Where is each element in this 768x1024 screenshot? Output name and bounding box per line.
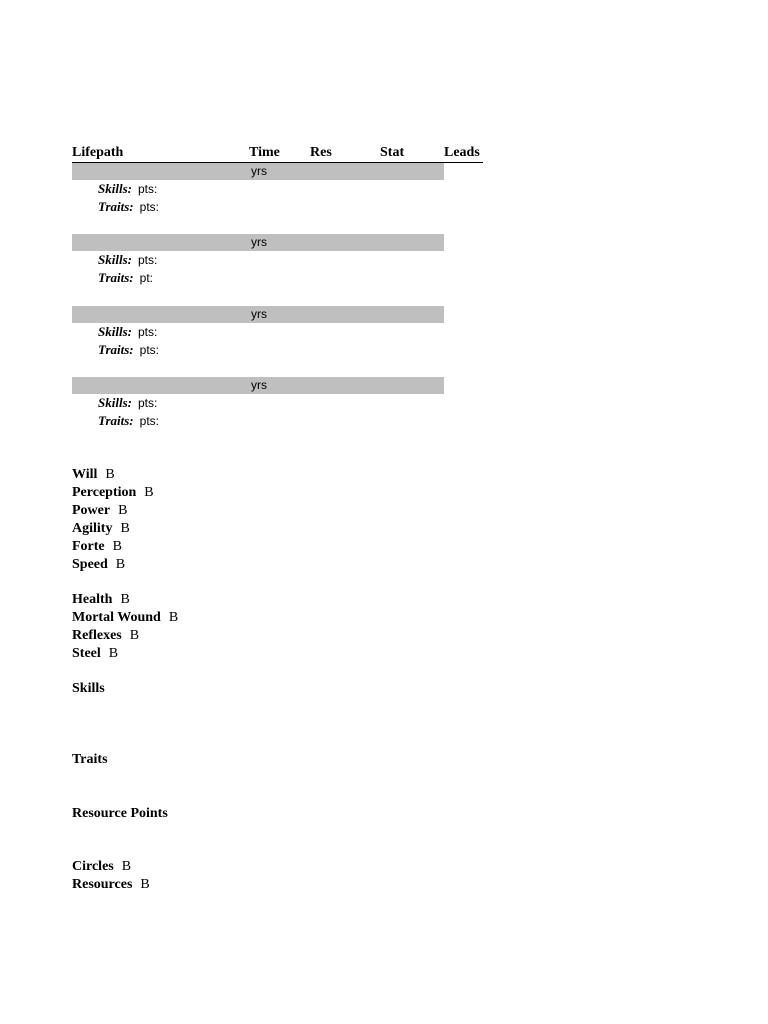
lifepath-skills-row xyxy=(72,394,444,412)
skills-label: Skills: xyxy=(98,324,132,339)
lifepath-traits-row xyxy=(72,198,444,216)
attribute-name: Reflexes xyxy=(72,628,122,643)
lifepath-years: yrs xyxy=(251,378,267,392)
lifepath-skills-row xyxy=(72,323,444,341)
stat-value: B xyxy=(140,877,150,892)
header-stat: Stat xyxy=(380,145,405,160)
stat-value: B xyxy=(115,557,126,572)
lifepath-skills-row xyxy=(72,180,444,198)
traits-label: Traits: xyxy=(98,342,134,357)
traits-points: pts: xyxy=(139,200,159,214)
stat-agility xyxy=(72,520,154,538)
attribute-reflexes xyxy=(72,627,178,645)
stat-name: Circles xyxy=(72,859,114,874)
lifepath-traits-row xyxy=(72,269,444,287)
traits-heading: Traits xyxy=(72,752,108,767)
stat-perception xyxy=(72,484,154,502)
final-stats-list xyxy=(72,858,150,894)
skills-label: Skills: xyxy=(98,181,132,196)
header-time: Time xyxy=(249,145,280,160)
skills-points: pts: xyxy=(137,396,158,410)
lifepath-bar xyxy=(72,377,444,394)
stat-value: B xyxy=(112,539,122,554)
traits-label: Traits: xyxy=(98,413,134,428)
stat-value: B xyxy=(120,521,130,536)
stat-power xyxy=(72,502,154,520)
lifepath-years: yrs xyxy=(251,307,267,321)
lifepath-traits-row xyxy=(72,412,444,430)
stat-name: Power xyxy=(72,503,111,518)
attribute-name: Mortal Wound xyxy=(72,610,161,625)
attribute-value: B xyxy=(168,610,179,625)
stat-name: Perception xyxy=(72,485,137,500)
skills-points: pts: xyxy=(137,182,158,196)
attribute-value: B xyxy=(120,592,130,607)
header-lifepath: Lifepath xyxy=(72,145,124,160)
lifepath-block xyxy=(72,234,444,287)
stat-name: Will xyxy=(72,467,98,482)
skills-label: Skills: xyxy=(98,395,132,410)
stat-speed xyxy=(72,556,154,574)
lifepath-block xyxy=(72,377,444,430)
stat-will xyxy=(72,466,154,484)
stat-name: Agility xyxy=(72,521,113,536)
stat-name: Forte xyxy=(72,539,105,554)
attribute-value: B xyxy=(108,646,119,661)
attributes-list xyxy=(72,591,178,663)
skills-points: pts: xyxy=(137,253,158,267)
stat-name: Resources xyxy=(72,877,133,892)
stats-list xyxy=(72,466,154,574)
lifepath-table-header xyxy=(72,145,483,163)
stat-forte xyxy=(72,538,154,556)
stat-resources xyxy=(72,876,150,894)
traits-points: pts: xyxy=(139,343,159,357)
attribute-mortal-wound xyxy=(72,609,178,627)
skills-label: Skills: xyxy=(98,252,132,267)
attribute-name: Health xyxy=(72,592,113,607)
traits-label: Traits: xyxy=(98,199,134,214)
stat-name: Speed xyxy=(72,557,108,572)
stat-value: B xyxy=(118,503,128,518)
traits-label: Traits: xyxy=(98,270,134,285)
attribute-value: B xyxy=(129,628,140,643)
stat-circles xyxy=(72,858,150,876)
lifepath-years: yrs xyxy=(251,235,267,249)
traits-points: pt: xyxy=(139,271,153,285)
lifepath-bar xyxy=(72,306,444,323)
traits-points: pts: xyxy=(139,414,159,428)
lifepath-traits-row xyxy=(72,341,444,359)
lifepath-bar xyxy=(72,163,444,180)
stat-value: B xyxy=(144,485,154,500)
attribute-name: Steel xyxy=(72,646,101,661)
lifepath-block xyxy=(72,306,444,359)
lifepath-years: yrs xyxy=(251,164,267,178)
stat-value: B xyxy=(105,467,115,482)
skills-heading: Skills xyxy=(72,681,105,696)
header-res: Res xyxy=(310,145,332,160)
attribute-steel xyxy=(72,645,178,663)
attribute-health xyxy=(72,591,178,609)
resource-points-heading: Resource Points xyxy=(72,806,168,821)
lifepath-bar xyxy=(72,234,444,251)
header-leads: Leads xyxy=(444,145,480,160)
lifepath-block xyxy=(72,163,444,216)
stat-value: B xyxy=(121,859,132,874)
skills-points: pts: xyxy=(137,325,158,339)
lifepath-skills-row xyxy=(72,251,444,269)
